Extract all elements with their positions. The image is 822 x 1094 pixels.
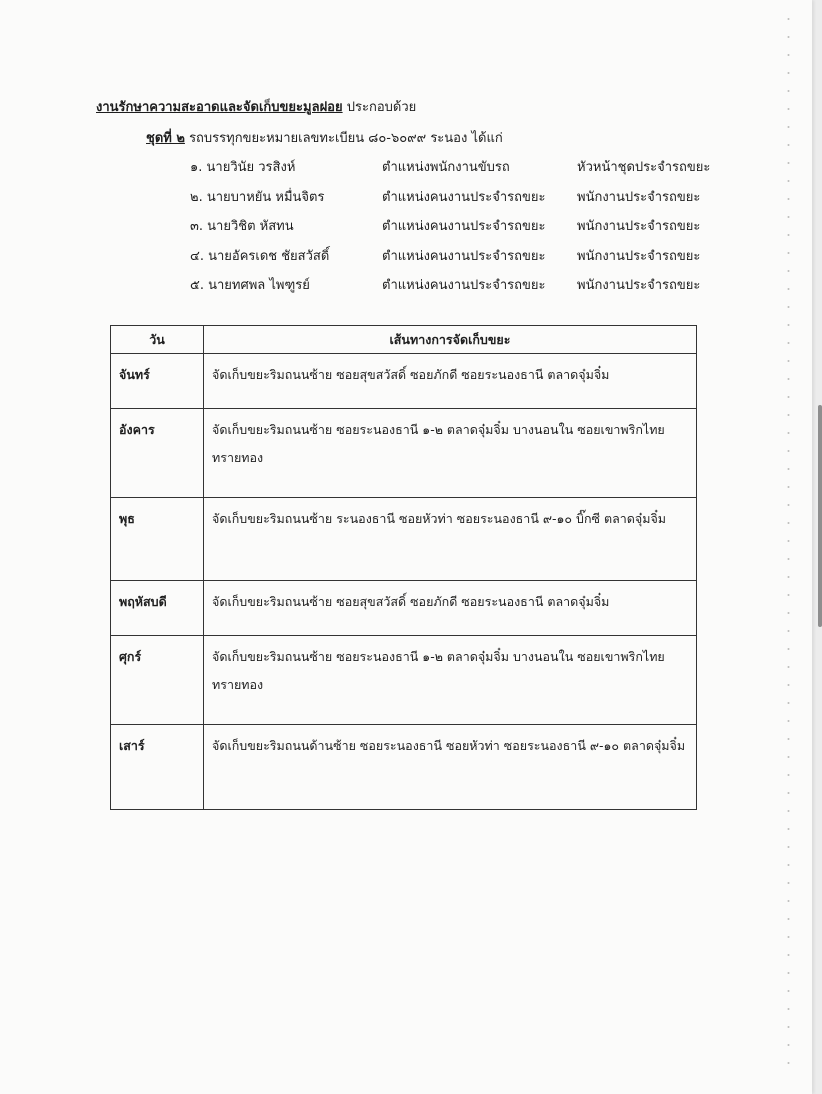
staff-role: พนักงานประจำรถขยะ [577, 219, 701, 234]
staff-name: ๑. นายวินัย วรสิงห์ [190, 160, 296, 175]
staff-list [190, 156, 750, 304]
day-cell: พฤหัสบดี [111, 581, 204, 636]
table-header-row [111, 326, 697, 354]
route-cell: จัดเก็บขยะริมถนนซ้าย ซอยสุขสวัสดิ์ ซอยภักดี ซอยระนองธานี ตลาดจุ๋มจิ๋ม [204, 354, 697, 409]
route-cell: จัดเก็บขยะริมถนนซ้าย ซอยสุขสวัสดิ์ ซอยภักดี ซอยระนองธานี ตลาดจุ๋มจิ๋ม [204, 581, 697, 636]
section-title: งานรักษาความสะอาดและจัดเก็บขยะมูลฝอย [96, 100, 343, 115]
staff-row [190, 245, 750, 275]
header-route: เส้นทางการจัดเก็บขยะ [204, 326, 697, 354]
section-heading [96, 96, 416, 117]
day-cell: พุธ [111, 498, 204, 581]
header-day: วัน [111, 326, 204, 354]
day-cell: จันทร์ [111, 354, 204, 409]
route-cell: จัดเก็บขยะริมถนนซ้าย ระนองธานี ซอยหัวท่า ซอยระนองธานี ๙-๑๐ บิ๊กซี ตลาดจุ๋มจิ๋ม [204, 498, 697, 581]
team-label: ชุดที่ ๒ [146, 131, 185, 146]
staff-role: พนักงานประจำรถขยะ [577, 278, 701, 293]
table-row [111, 581, 697, 636]
schedule-table [110, 325, 697, 810]
staff-role: หัวหน้าชุดประจำรถขยะ [577, 160, 711, 175]
table-row [111, 498, 697, 581]
staff-row [190, 156, 750, 186]
day-cell: ศุกร์ [111, 636, 204, 725]
team-heading [146, 127, 503, 148]
staff-position: ตำแหน่งคนงานประจำรถขยะ [382, 219, 546, 234]
staff-name: ๓. นายวิชิต หัสทน [190, 219, 294, 234]
staff-position: ตำแหน่งคนงานประจำรถขยะ [382, 278, 546, 293]
staff-row [190, 186, 750, 216]
staff-role: พนักงานประจำรถขยะ [577, 189, 701, 205]
staff-role: พนักงานประจำรถขยะ [577, 248, 701, 264]
table-row [111, 725, 697, 810]
section-suffix: ประกอบด้วย [346, 100, 417, 115]
day-cell: อังคาร [111, 409, 204, 498]
table-row [111, 354, 697, 409]
staff-position: ตำแหน่งคนงานประจำรถขยะ [382, 189, 546, 205]
staff-name: ๒. นายบาหยัน หมื่นจิตร [190, 189, 325, 205]
staff-position: ตำแหน่งคนงานประจำรถขยะ [382, 248, 546, 264]
staff-row [190, 274, 750, 304]
team-description: รถบรรทุกขยะหมายเลขทะเบียน ๘๐-๖๐๙๙ ระนอง ได้แก่ [189, 131, 503, 146]
day-cell: เสาร์ [111, 725, 204, 810]
route-cell: จัดเก็บขยะริมถนนซ้าย ซอยระนองธานี ๑-๒ ตลาดจุ๋มจิ๋ม บางนอนใน ซอยเขาพริกไทย ทรายทอง [204, 409, 697, 498]
staff-position: ตำแหน่งพนักงานขับรถ [382, 160, 510, 175]
scrollbar-thumb[interactable] [818, 405, 822, 627]
route-cell: จัดเก็บขยะริมถนนด้านซ้าย ซอยระนองธานี ซอยหัวท่า ซอยระนองธานี ๙-๑๐ ตลาดจุ๋มจิ๋ม [204, 725, 697, 810]
staff-row [190, 215, 750, 245]
staff-name: ๕. นายทศพล ไพฑูรย์ [190, 278, 310, 293]
table-row [111, 636, 697, 725]
table-row [111, 409, 697, 498]
staff-name: ๔. นายอัครเดช ชัยสวัสดิ์ [190, 248, 330, 264]
route-cell: จัดเก็บขยะริมถนนซ้าย ซอยระนองธานี ๑-๒ ตลาดจุ๋มจิ๋ม บางนอนใน ซอยเขาพริกไทย ทรายทอง [204, 636, 697, 725]
scan-dots [787, 10, 790, 1080]
